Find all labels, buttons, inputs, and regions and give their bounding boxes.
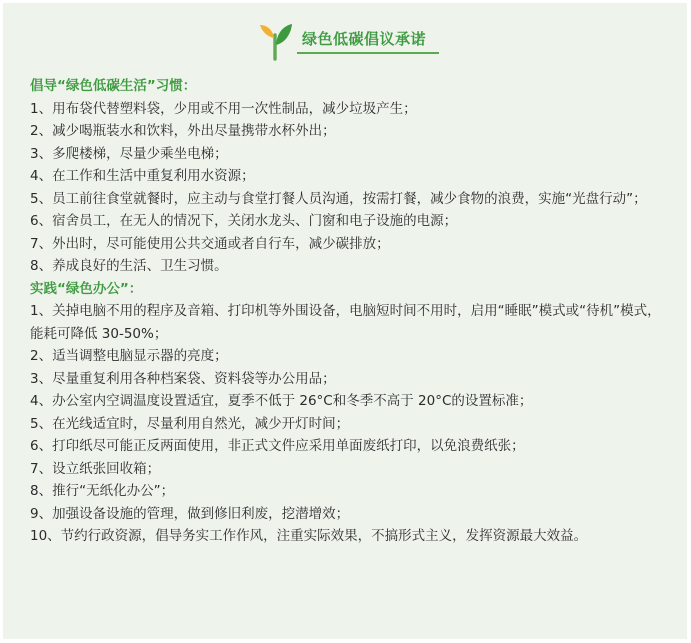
list-item: 5、在光线适宜时，尽量利用自然光，减少开灯时间； — [30, 415, 350, 432]
list-item: 2、适当调整电脑显示器的亮度； — [30, 348, 228, 364]
list-item: 3、尽量重复利用各种档案袋、资料袋等办公用品； — [30, 370, 336, 387]
section-title-green-office: 实践“绿色办公”： — [30, 280, 143, 297]
content-card — [3, 3, 687, 639]
header-title: 绿色低碳倡议承诺 — [302, 30, 427, 48]
list-item: 3、多爬楼梯，尽量少乘坐电梯； — [30, 145, 228, 162]
list-item: 7、外出时，尽可能使用公共交通或者自行车，减少碳排放； — [30, 235, 390, 252]
list-item: 4、办公室内空调温度设置适宜，夏季不低于 26°C和冬季不高于 20°C的设置标准； — [30, 393, 533, 409]
list-item: 1、关掉电脑不用的程序及音箱、打印机等外围设备，电脑短时间不用时，启用“睡眠”模式或“待机”模式，能耗可降低 30-50%； — [30, 303, 661, 342]
list-item: 10、节约行政资源，倡导务实工作作风，注重实际效果，不搞形式主义，发挥资源最大效益。 — [30, 528, 588, 544]
list-item: 8、养成良好的生活、卫生习惯。 — [30, 258, 228, 274]
list-item: 1、用布袋代替塑料袋，少用或不用一次性制品，减少垃圾产生； — [30, 100, 417, 117]
list-item: 4、在工作和生活中重复利用水资源； — [30, 168, 255, 184]
list-item: 9、加强设备设施的管理，做到修旧利废，挖潜增效； — [30, 505, 350, 522]
article-body — [30, 75, 670, 548]
list-item: 6、宿舍员工，在无人的情况下，关闭水龙头、门窗和电子设施的电源； — [30, 213, 458, 229]
list-item: 8、推行“无纸化办公”； — [30, 483, 175, 499]
header — [3, 21, 687, 65]
list-item: 6、打印纸尽可能正反两面使用，非正式文件应采用单面废纸打印，以免浪费纸张； — [30, 438, 525, 454]
header-underline — [297, 52, 439, 54]
section-title-green-life: 倡导“绿色低碳生活”习惯： — [30, 78, 197, 94]
list-item: 7、设立纸张回收箱； — [30, 460, 161, 477]
list-item: 5、员工前往食堂就餐时，应主动与食堂打餐人员沟通，按需打餐，减少食物的浪费，实施“光盘行动”； — [30, 190, 647, 207]
list-item: 2、减少喝瓶装水和饮料，外出尽量携带水杯外出； — [30, 123, 336, 139]
sprout-leaf-icon — [255, 21, 295, 61]
